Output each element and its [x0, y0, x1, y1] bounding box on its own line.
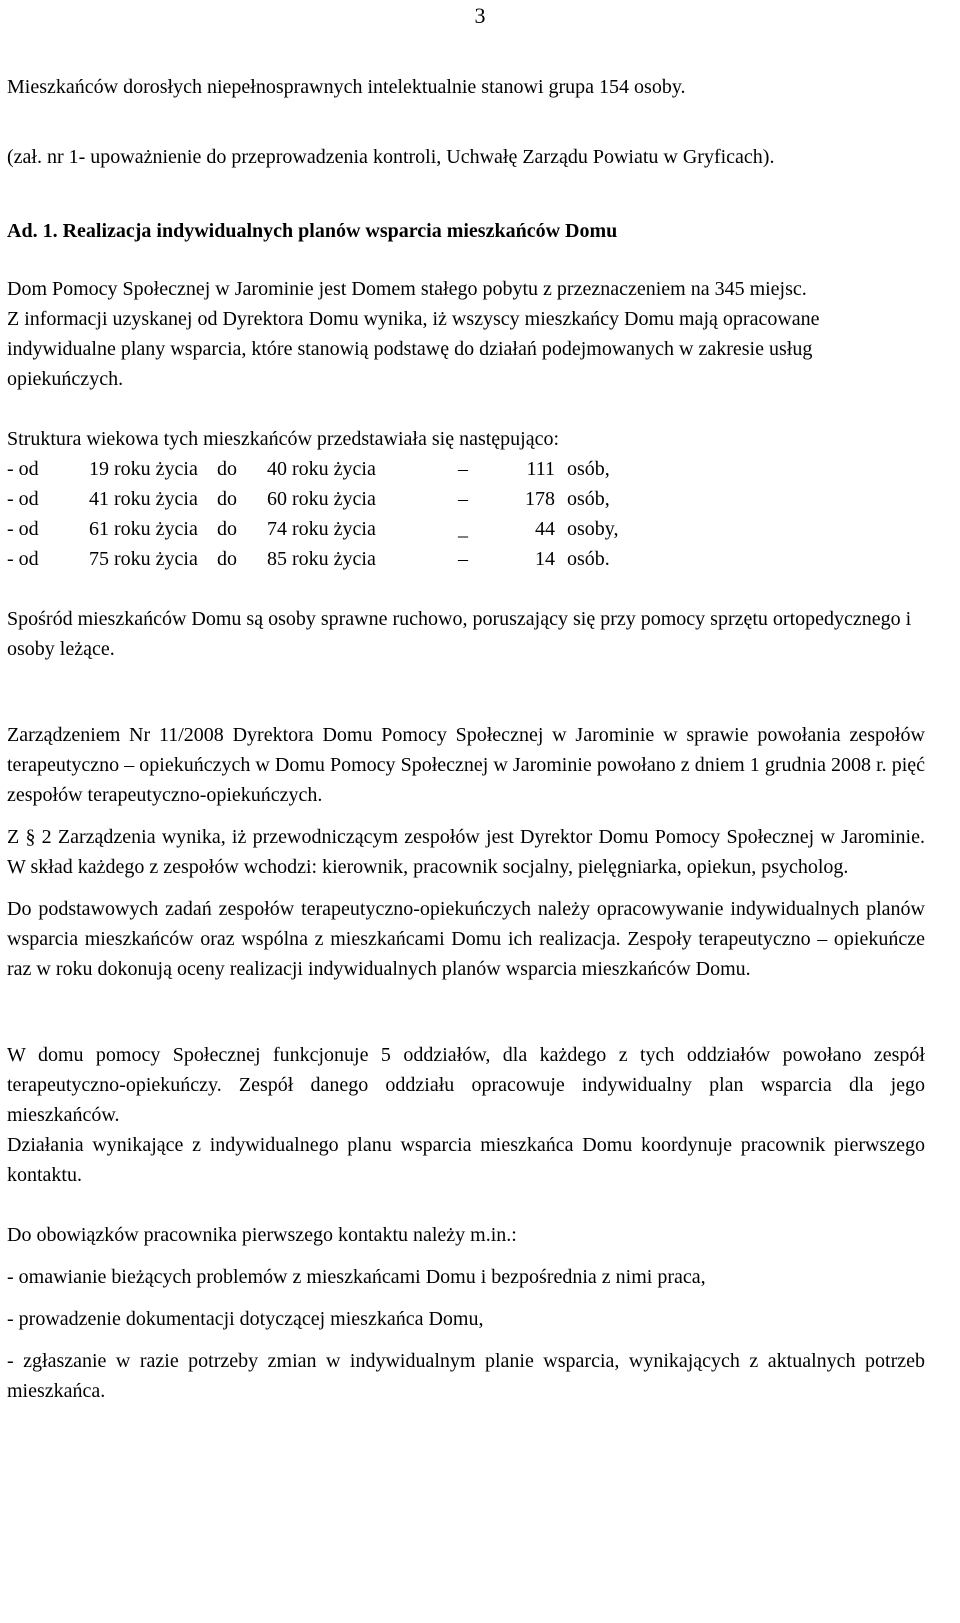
age-row — [7, 544, 925, 574]
age-to-label: do — [217, 488, 237, 510]
duties-intro: Do obowiązków pracownika pierwszego kontaktu należy m.in.: — [7, 1224, 517, 1246]
tasks-paragraph: Do podstawowych zadań zespołów terapeutyczno-opiekuńczych należy opracowywanie indywidualnych planów wsparcia mieszkańców oraz wspólna z mieszkańcami Domu ich realizacja. Zespoły terapeutyczno – opiekuńcze raz w roku dokonują oceny realizacji indywidualnych planów wsparcia mieszkańców Domu. — [7, 898, 925, 980]
age-to: 60 roku życia — [267, 488, 376, 510]
age-from: 41 roku życia — [89, 488, 198, 510]
info-paragraph: Z informacji uzyskanej od Dyrektora Domu wynika, iż wszyscy mieszkańcy Domu mają opracowane indywidualne plany wsparcia, które stanowią podstawę do działań podejmowanych w zakresie usług opiekuńczych. — [7, 308, 820, 390]
units-paragraph: W domu pomocy Społecznej funkcjonuje 5 oddziałów, dla każdego z tych oddziałów powołano zespół terapeutyczno-opiekuńczy. Zespół danego oddziału opracowuje indywidualny plan wsparcia dla jego mieszkańców. — [7, 1044, 925, 1126]
duties-list — [7, 1262, 925, 1406]
age-from: 61 roku życia — [89, 518, 198, 540]
capacity-paragraph: Dom Pomocy Społecznej w Jarominie jest Domem stałego pobytu z przeznaczeniem na 345 miejsc. — [7, 278, 807, 300]
age-row — [7, 514, 925, 544]
attachment-note: (zał. nr 1- upoważnienie do przeprowadzenia kontroli, Uchwałę Zarządu Powiatu w Gryficach). — [7, 146, 775, 168]
age-to-label: do — [217, 518, 237, 540]
age-to-label: do — [217, 548, 237, 570]
age-dash: – — [458, 488, 468, 510]
duty-item: - prowadzenie dokumentacji dotyczącej mieszkańca Domu, — [7, 1308, 484, 1330]
age-to: 74 roku życia — [267, 518, 376, 540]
age-row — [7, 484, 925, 514]
age-dash: – — [458, 548, 468, 570]
duty-item: - zgłaszanie w razie potrzeby zmian w indywidualnym planie wsparcia, wynikających z aktualnych potrzeb mieszkańca. — [7, 1350, 925, 1402]
age-from-label: - od — [7, 458, 39, 480]
duty-item: - omawianie bieżących problemów z mieszkańcami Domu i bezpośrednia z nimi praca, — [7, 1266, 706, 1288]
coordination-paragraph: Działania wynikające z indywidualnego planu wsparcia mieszkańca Domu koordynuje pracownik pierwszego kontaktu. — [7, 1134, 925, 1186]
age-count: 111 — [526, 458, 555, 480]
age-row — [7, 454, 925, 484]
age-unit: osób, — [567, 458, 610, 480]
age-unit: osoby, — [567, 518, 619, 540]
order-paragraph: Zarządzeniem Nr 11/2008 Dyrektora Domu Pomocy Społecznej w Jarominie w sprawie powołania zespołów terapeutyczno – opiekuńczych w Domu Pomocy Społecznej w Jarominie powołano z dniem 1 grudnia 2008 r. pięć zespołów terapeutyczno-opiekuńczych. — [7, 724, 925, 806]
age-to-label: do — [217, 458, 237, 480]
age-count: 14 — [535, 548, 555, 570]
age-from: 19 roku życia — [89, 458, 198, 480]
age-dash: _ — [458, 518, 468, 540]
age-structure-list — [7, 454, 925, 574]
age-unit: osób, — [567, 488, 610, 510]
document-body — [7, 72, 925, 1406]
age-unit: osób. — [567, 548, 610, 570]
age-from-label: - od — [7, 548, 39, 570]
paragraph-2-clause: Z § 2 Zarządzenia wynika, iż przewodniczącym zespołów jest Dyrektor Domu Pomocy Społecznej w Jarominie. W skład każdego z zespołów wchodzi: kierownik, pracownik socjalny, pielęgniarka, opiekun, psycholog. — [7, 826, 925, 878]
mobility-paragraph: Spośród mieszkańców Domu są osoby sprawne ruchowo, poruszający się przy pomocy sprzętu ortopedycznego i osoby leżące. — [7, 608, 912, 660]
section-heading: Ad. 1. Realizacja indywidualnych planów wsparcia mieszkańców Domu — [7, 220, 618, 242]
age-dash: – — [458, 458, 468, 480]
page-number: 3 — [474, 3, 486, 28]
age-structure-intro: Struktura wiekowa tych mieszkańców przedstawiała się następująco: — [7, 428, 560, 450]
age-from-label: - od — [7, 518, 39, 540]
age-count: 178 — [525, 488, 555, 510]
age-to: 85 roku życia — [267, 548, 376, 570]
age-count: 44 — [535, 518, 555, 540]
intro-paragraph: Mieszkańców dorosłych niepełnosprawnych intelektualnie stanowi grupa 154 osoby. — [7, 76, 686, 98]
age-from: 75 roku życia — [89, 548, 198, 570]
age-from-label: - od — [7, 488, 39, 510]
age-to: 40 roku życia — [267, 458, 376, 480]
